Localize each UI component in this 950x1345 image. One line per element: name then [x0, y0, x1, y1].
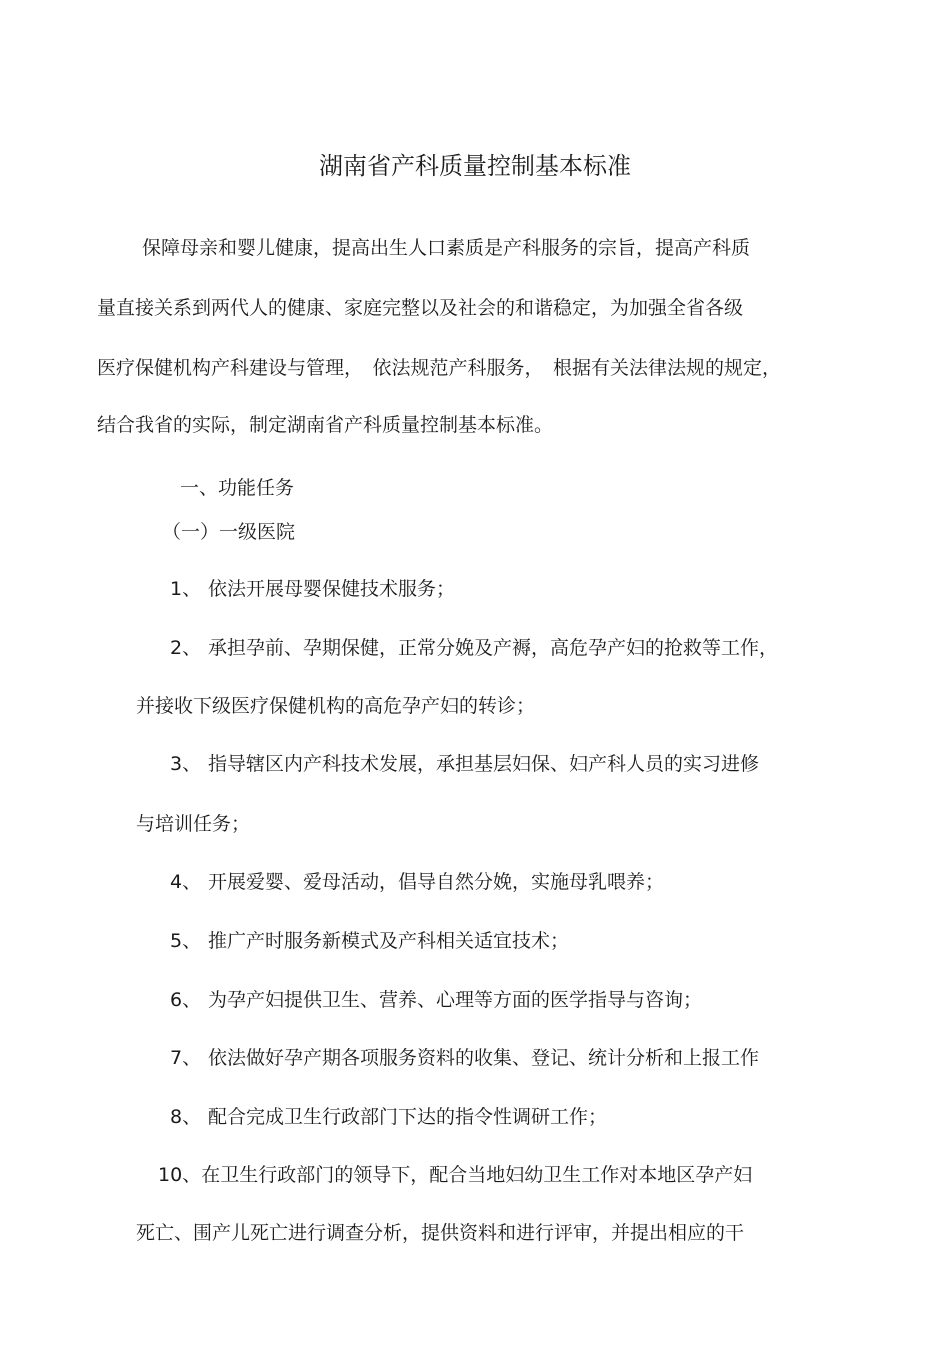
list-item-6 [170, 988, 702, 1012]
list-item-text: 依法做好孕产期各项服务资料的收集、登记、统计分析和上报工作 [208, 1047, 760, 1069]
intro-line-1: 保障母亲和婴儿健康，提高出生人口素质是产科服务的宗旨，提高产科质 [142, 237, 751, 259]
list-item-text: 在卫生行政部门的领导下，配合当地妇幼卫生工作对本地区孕产妇 [201, 1164, 753, 1186]
list-item-number: 8、 [170, 1106, 202, 1128]
intro-line-3: 医疗保健机构产科建设与管理， 依法规范产科服务， 根据有关法律法规的规定， [97, 357, 782, 379]
list-item-text: 承担孕前、孕期保健，正常分娩及产褥，高危孕产妇的抢救等工作， [208, 637, 779, 659]
list-item-1 [170, 577, 455, 601]
intro-line-4: 结合我省的实际，制定湖南省产科质量控制基本标准。 [97, 414, 554, 436]
list-item-text: 配合完成卫生行政部门下达的指令性调研工作； [208, 1106, 608, 1128]
list-item-2 [170, 636, 778, 660]
list-item-7 [170, 1046, 759, 1070]
list-item-4 [170, 870, 664, 894]
list-item-8 [170, 1105, 607, 1129]
list-item-number: 10、 [158, 1164, 202, 1186]
subsection-heading: （一）一级医院 [162, 521, 296, 543]
list-item-number: 3、 [170, 753, 202, 775]
list-item-text: 依法开展母婴保健技术服务； [208, 578, 456, 600]
list-item-10-continuation: 死亡、围产儿死亡进行调查分析，提供资料和进行评审，并提出相应的干 [136, 1222, 745, 1244]
list-item-number: 5、 [170, 930, 202, 952]
list-item-5 [170, 929, 569, 953]
list-item-number: 1、 [170, 578, 202, 600]
list-item-number: 7、 [170, 1047, 202, 1069]
list-item-text: 为孕产妇提供卫生、营养、心理等方面的医学指导与咨询； [208, 989, 703, 1011]
list-item-2-continuation: 并接收下级医疗保健机构的高危孕产妇的转诊； [136, 695, 536, 717]
list-item-10 [158, 1163, 752, 1187]
document-title: 湖南省产科质量控制基本标准 [319, 152, 631, 180]
list-item-text: 开展爱婴、爱母活动，倡导自然分娩，实施母乳喂养； [208, 871, 665, 893]
list-item-text: 指导辖区内产科技术发展，承担基层妇保、妇产科人员的实习进修 [208, 753, 760, 775]
section-heading: 一、功能任务 [180, 477, 295, 499]
intro-line-2: 量直接关系到两代人的健康、家庭完整以及社会的和谐稳定，为加强全省各级 [97, 297, 744, 319]
list-item-3 [170, 752, 759, 776]
list-item-3-continuation: 与培训任务； [136, 813, 251, 835]
list-item-number: 6、 [170, 989, 202, 1011]
list-item-text: 推广产时服务新模式及产科相关适宜技术； [208, 930, 570, 952]
list-item-number: 2、 [170, 637, 202, 659]
list-item-number: 4、 [170, 871, 202, 893]
